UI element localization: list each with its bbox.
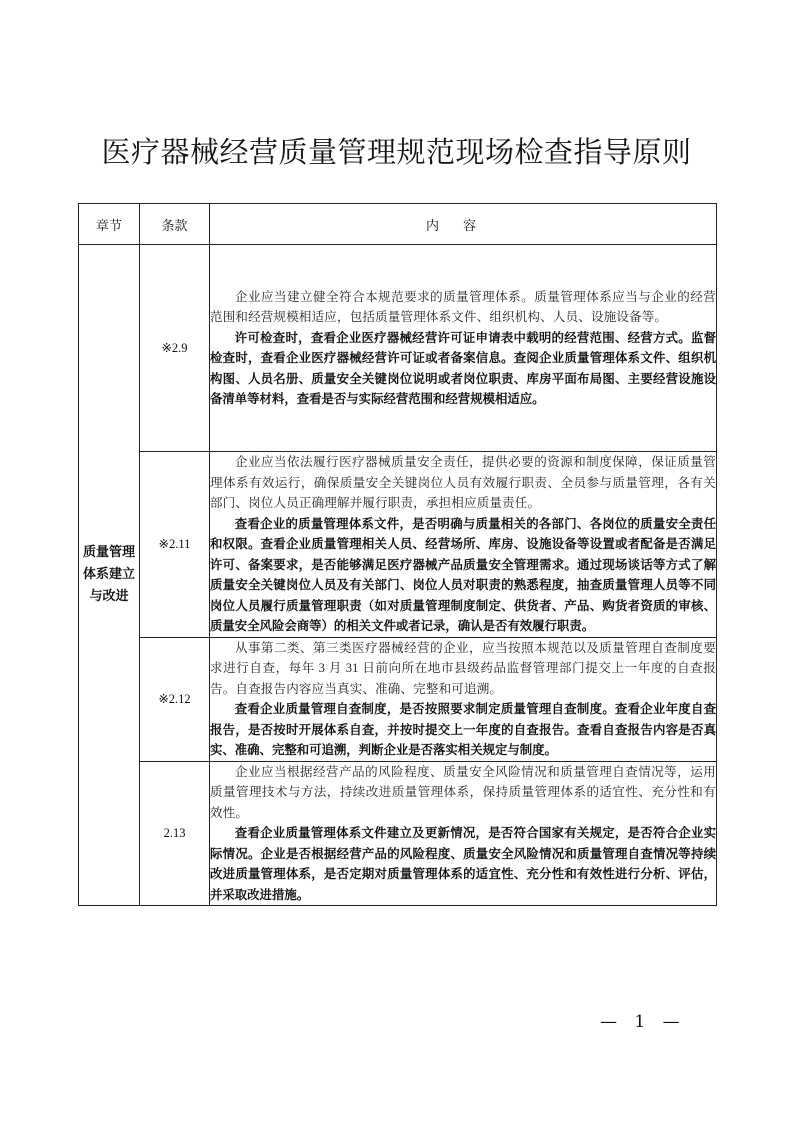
inspection-text: 查看企业质量管理自查制度，是否按照要求制定质量管理自查制度。查看企业年度自查报告，是否按时开展体系自查，并按时提交上一年度的自查报告。查看自查报告内容是否真实、准确、完整和可追溯，判断企业是否落实相关规定与制度。 <box>210 701 716 757</box>
inspection-table <box>78 203 717 906</box>
content-cell <box>210 452 717 638</box>
table-row <box>79 761 717 906</box>
requirement-text: 企业应当建立健全符合本规范要求的质量管理体系。质量管理体系应当与企业的经营范围和经营规模相适应，包括质量管理体系文件、组织机构、人员、设施设备等。 <box>210 289 716 324</box>
clause-cell: ※2.9 <box>140 245 210 452</box>
requirement-text: 企业应当依法履行医疗器械质量安全责任，提供必要的资源和制度保障，保证质量管理体系有效运行，确保质量安全关键岗位人员有效履行职责、全员参与质量管理，各有关部门、岗位人员正确理解并履行职责，承担相应质量责任。 <box>210 455 716 510</box>
requirement-text: 企业应当根据经营产品的风险程度、质量安全风险情况和质量管理自查情况等，运用质量管理技术与方法，持续改进质量管理体系，保持质量管理体系的适宜性、充分性和有效性。 <box>210 764 716 820</box>
table-header-row <box>79 204 717 245</box>
header-content: 内容 <box>210 204 717 245</box>
clause-cell: ※2.12 <box>140 637 210 761</box>
table-row <box>79 637 717 761</box>
inspection-text: 查看企业的质量管理体系文件，是否明确与质量相关的各部门、各岗位的质量安全责任和权限。查看企业质量管理相关人员、经营场所、库房、设施设备等设置或者配备是否满足许可、备案要求，是否能够满足医疗器械产品质量安全管理需求。通过现场谈话等方式了解质量安全关键岗位人员及有关部门、岗位人员对职责的熟悉程度，抽查质量管理人员等不同岗位人员履行质量管理职责（如对质量管理制度制定、供货者、产品、购货者资质的审核、质量安全风险会商等）的相关文件或者记录，确认是否有效履行职责。 <box>210 515 716 633</box>
clause-cell: 2.13 <box>140 761 210 906</box>
inspection-text: 许可检查时，查看企业医疗器械经营许可证申请表中载明的经营范围、经营方式。监督检查时，查看企业医疗器械经营许可证或者备案信息。查阅企业质量管理体系文件、组织机构图、人员名册、质量安全关键岗位说明或者岗位职责、库房平面布局图、主要经营设施设备清单等材料，查看是否与实际经营范围和经营规模相适应。 <box>210 329 716 406</box>
header-chapter: 章节 <box>79 204 140 245</box>
table-row <box>79 452 717 638</box>
page-number: — 1 — <box>600 1012 686 1032</box>
inspection-text: 查看企业质量管理体系文件建立及更新情况，是否符合国家有关规定，是否符合企业实际情况。企业是否根据经营产品的风险程度、质量安全风险情况和质量管理自查情况等持续改进质量管理体系，是否定期对质量管理体系的适宜性、充分性和有效性进行分析、评估，并采取改进措施。 <box>210 825 716 902</box>
content-cell <box>210 637 717 761</box>
table-row <box>79 245 717 452</box>
content-cell <box>210 245 717 452</box>
clause-cell: ※2.11 <box>140 452 210 638</box>
content-cell <box>210 761 717 906</box>
chapter-cell: 质量管理体系建立与改进 <box>79 245 140 906</box>
requirement-text: 从事第二类、第三类医疗器械经营的企业，应当按照本规范以及质量管理自查制度要求进行自查，每年 3 月 31 日前向所在地市县级药品监督管理部门提交上一年度的自查报告。自查报告内容应当真实、准确、完整和可追溯。 <box>210 640 716 696</box>
header-clause: 条款 <box>140 204 210 245</box>
document-title: 医疗器械经营质量管理规范现场检查指导原则 <box>101 135 692 169</box>
